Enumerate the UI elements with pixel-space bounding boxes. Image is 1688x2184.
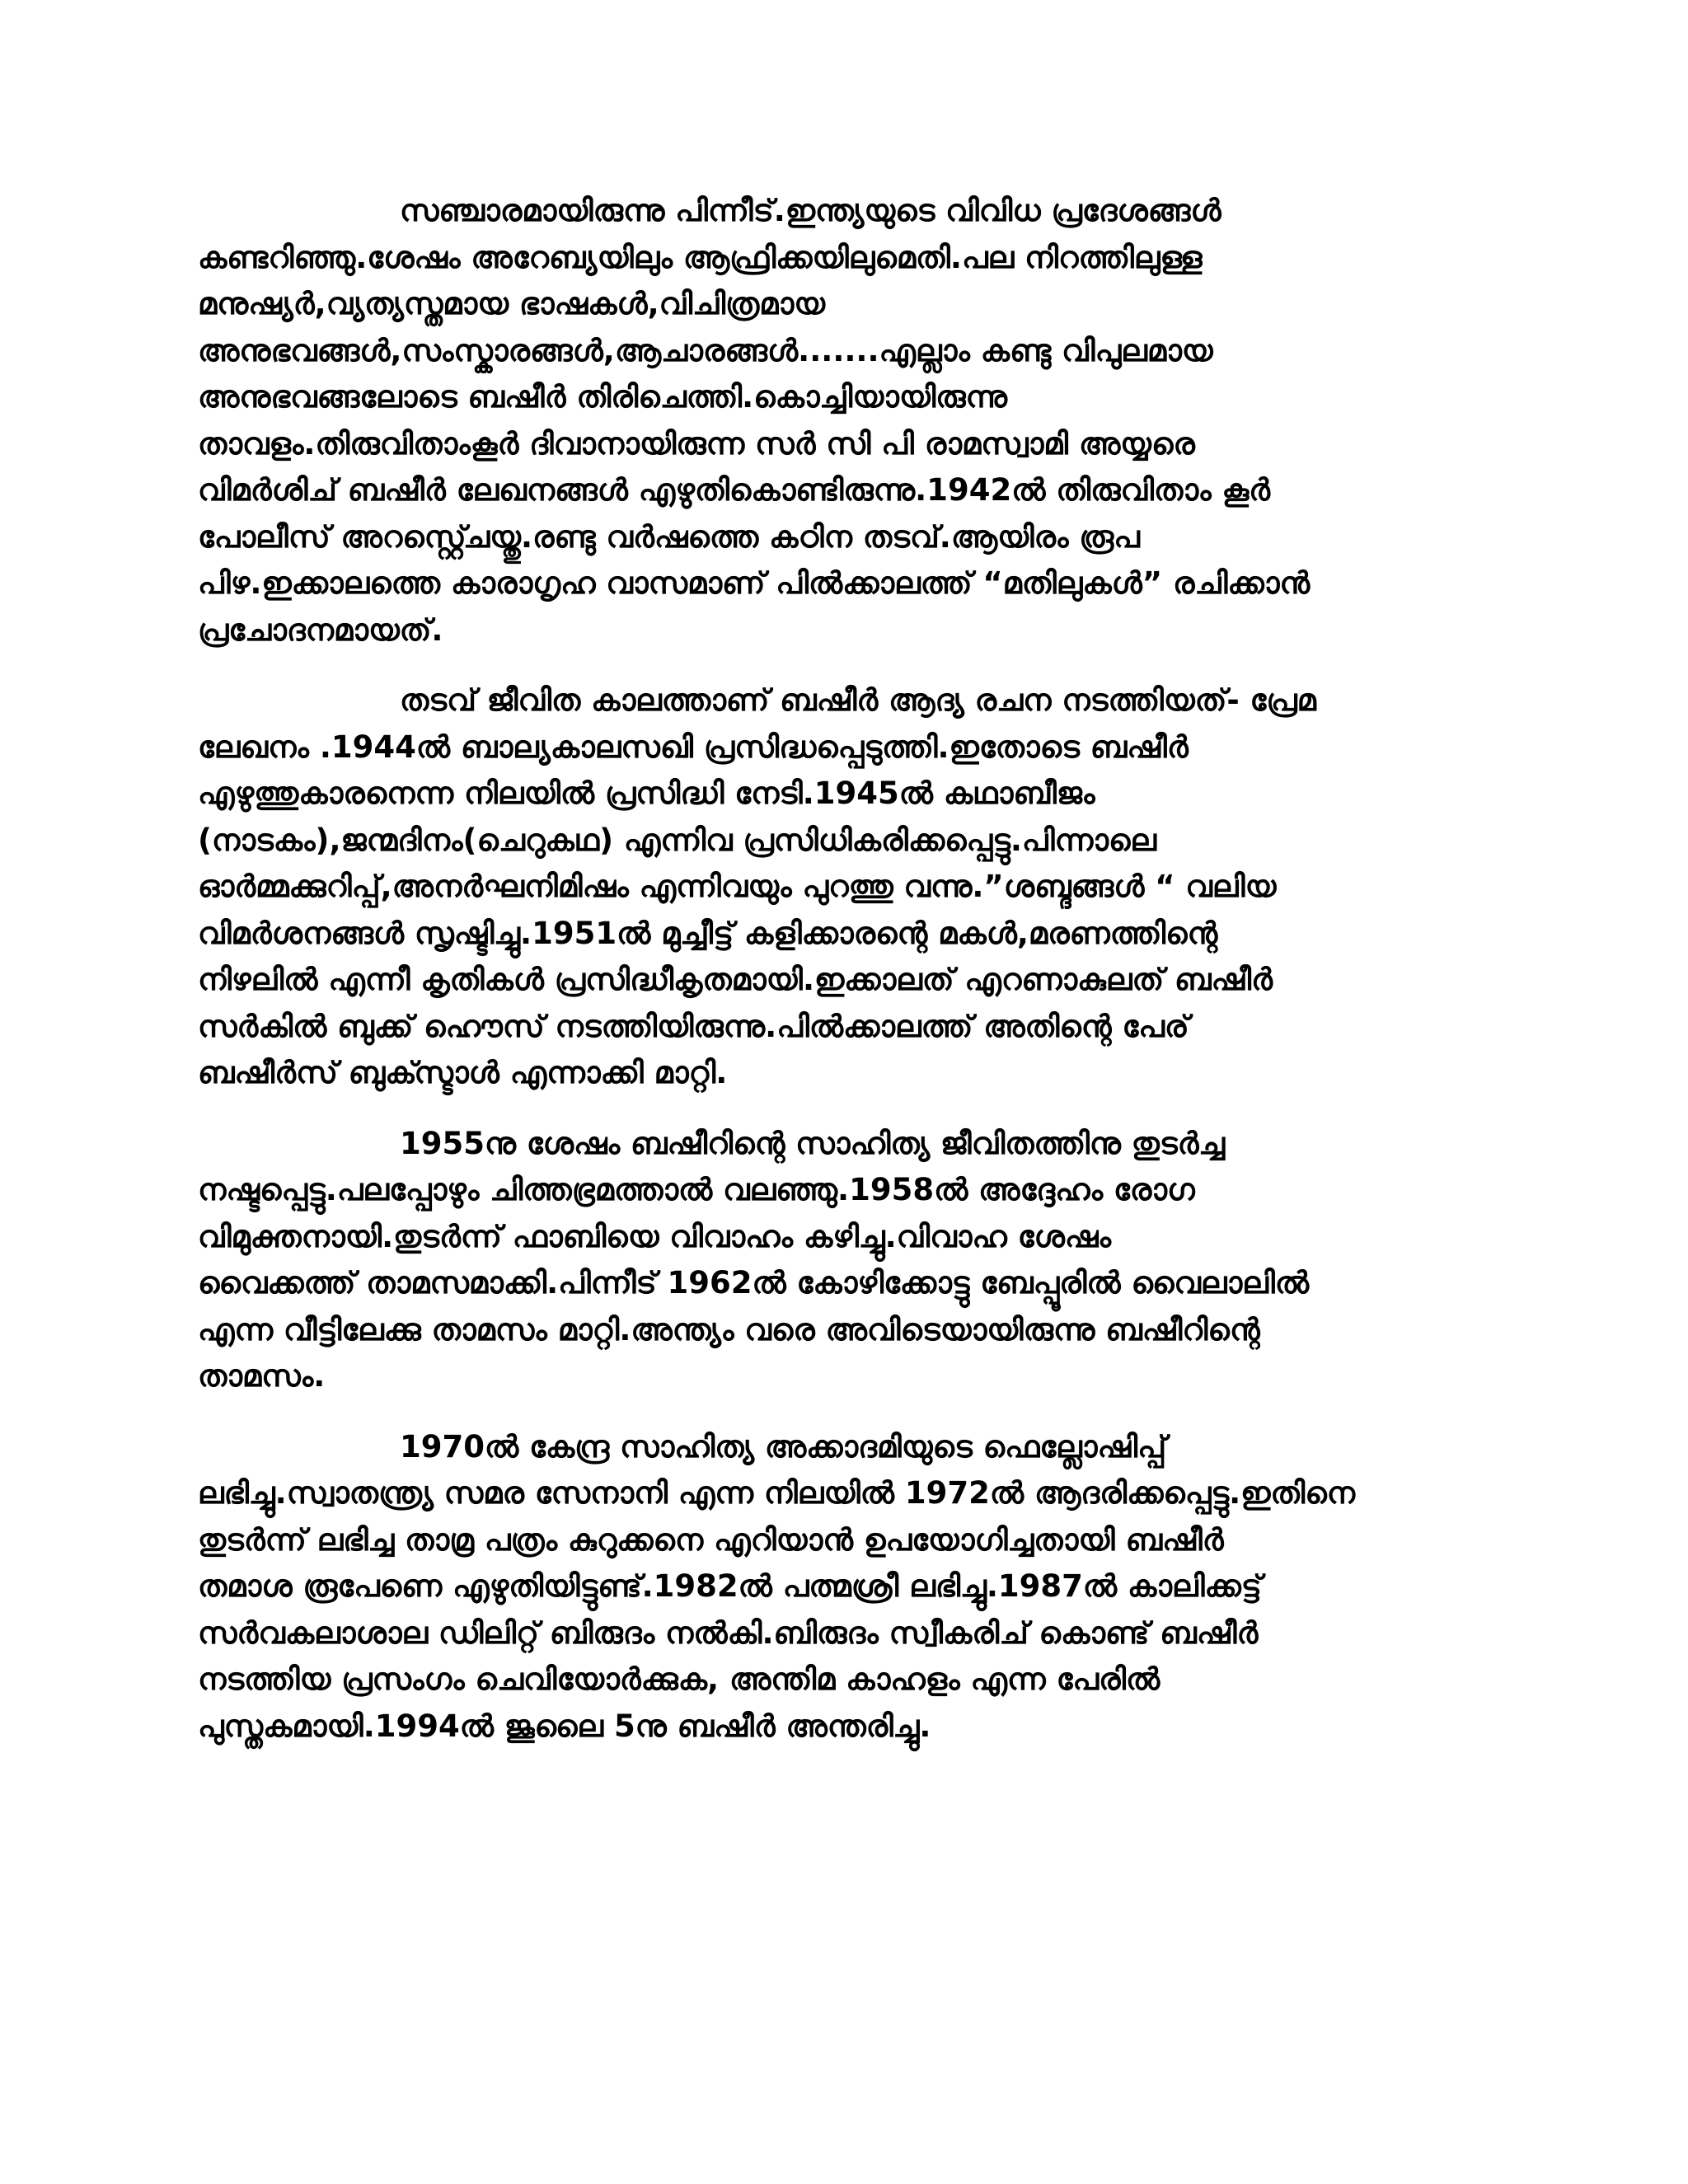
paragraph-line: തമാശ രൂപേണെ എഴുതിയിട്ടുണ്ട്.1982ൽ പത്മശ്രീ ലഭിച്ചു.1987ൽ കാലിക്കട്ട് [198, 1568, 1262, 1604]
paragraph-line: 1970ൽ കേന്ദ്ര സാഹിത്യ അക്കാദമിയുടെ ഫെല്ലോഷിപ്പ് [400, 1428, 1167, 1465]
paragraph-line: (നാടകം),ജന്മദിനം(ചെറുകഥ) എന്നിവ പ്രസിധികരിക്കപ്പെട്ടു.പിന്നാലെ [198, 822, 1157, 858]
paragraph-line: പുസ്തകമായി.1994ൽ ജൂലൈ 5നു ബഷീർ അന്തരിച്ചു. [198, 1708, 931, 1744]
paragraph-1 [198, 188, 1500, 654]
paragraph-line: നിഴലിൽ എന്നീ കൃതികൾ പ്രസിദ്ധീകൃതമായി.ഇക്കാലത് എറണാകുലത് ബഷീർ [198, 962, 1273, 997]
paragraph-line: സർകിൽ ബുക്ക് ഹൌസ് നടത്തിയിരുന്നു.പിൽക്കാലത്ത് അതിന്റെ പേര് [198, 1008, 1189, 1044]
paragraph-line: നഷ്ടപ്പെട്ടു.പലപ്പോഴും ചിത്തഭ്രമത്താൽ വലഞ്ഞു.1958ൽ അദ്ദേഹം രോഗ [198, 1172, 1195, 1207]
paragraph-line: പിഴ.ഇക്കാലത്തെ കാരാഗൃഹ വാസമാണ് പിൽക്കാലത്ത് “മതിലുകൾ” രചിക്കാൻ [198, 565, 1311, 601]
paragraph-line: അനുഭവങ്ങലോടെ ബഷീർ തിരിചെത്തി.കൊച്ചിയായിരുന്നു [198, 379, 1007, 415]
paragraph-line: വിമർശിച് ബഷീർ ലേഖനങ്ങൾ എഴുതികൊണ്ടിരുന്നു.1942ൽ തിരുവിതാം കൂർ [198, 472, 1271, 508]
paragraph-2 [198, 677, 1500, 1097]
paragraph-line: തടവ് ജീവിത കാലത്താണ് ബഷീർ ആദ്യ രചന നടത്തിയത്- പ്രേമ [400, 682, 1316, 718]
paragraph-line: ലേഖനം .1944ൽ ബാല്യകാലസഖി പ്രസിദ്ധപ്പെടുത്തി.ഇതോടെ ബഷീർ [198, 729, 1189, 765]
paragraph-line: പോലീസ് അറസ്റ്റ്ചെയ്തു.രണ്ടു വർഷത്തെ കഠിന തടവ്.ആയിരം രൂപ [198, 518, 1140, 555]
document-body [198, 188, 1500, 1750]
paragraph-line: ഓർമ്മക്കുറിപ്പ്,അനർഘനിമിഷം എന്നിവയും പുറത്തു വന്നു.”ശബ്ദങ്ങൾ “ വലിയ [198, 869, 1277, 904]
paragraph-line: സർവകലാശാല ഡിലിറ്റ് ബിരുദം നൽകി.ബിരുദം സ്വീകരിച് കൊണ്ട് ബഷീർ [198, 1615, 1259, 1651]
paragraph-line: താവളം.തിരുവിതാംകൂർ ദിവാനായിരുന്ന സർ സി പി രാമസ്വാമി അയ്യരെ [198, 425, 1195, 462]
paragraph-line: വിമുക്തനായി.തുടർന്ന് ഫാബിയെ വിവാഹം കഴിച്ചു.വിവാഹ ശേഷം [198, 1218, 1111, 1254]
paragraph-line: പ്രചോദനമായത്. [198, 612, 443, 648]
paragraph-line: നടത്തിയ പ്രസംഗം ചെവിയോർക്കുക, അന്തിമ കാഹളം എന്ന പേരിൽ [198, 1661, 1160, 1697]
paragraph-line: ബഷീർസ് ബുക്സ്ടാൾ എന്നാക്കി മാറ്റി. [198, 1055, 728, 1090]
paragraph-line: അനുഭവങ്ങൾ,സംസ്കാരങ്ങൾ,ആചാരങ്ങൾ.......എല്ലാം കണ്ടു വിപുലമായ [198, 332, 1213, 368]
paragraph-line: വൈക്കത്ത് താമസമാക്കി.പിന്നീട് 1962ൽ കോഴിക്കോട്ടു ബേപ്പൂരിൽ വൈലാലിൽ [198, 1265, 1310, 1301]
paragraph-line: മനുഷ്യർ,വ്യത്യസ്തമായ ഭാഷകൾ,വിചിത്രമായ [198, 286, 826, 321]
paragraph-3 [198, 1121, 1500, 1400]
paragraph-line: തുടർന്ന് ലഭിച്ച താമ്ര പത്രം കുറുക്കനെ എറിയാൻ ഉപയോഗിച്ചതായി ബഷീർ [198, 1521, 1224, 1558]
paragraph-line: ലഭിച്ചു.സ്വാതന്ത്ര്യ സമര സേനാനി എന്ന നിലയിൽ 1972ൽ ആദരിക്കപ്പെട്ടു.ഇതിനെ [198, 1475, 1356, 1511]
paragraph-line: വിമർശനങ്ങൾ സൃഷ്ടിച്ചു.1951ൽ മുച്ചീട്ട് കളിക്കാരന്റെ മകൾ,മരണത്തിന്റെ [198, 915, 1218, 951]
paragraph-line: എന്ന വീട്ടിലേക്കു താമസം മാറ്റി.അന്ത്യം വരെ അവിടെയായിരുന്നു ബഷീറിന്റെ [198, 1311, 1260, 1347]
paragraph-line: എഴുത്തുകാരനെന്ന നിലയിൽ പ്രസിദ്ധി നേടി.1945ൽ കഥാബീജം [198, 776, 1095, 811]
paragraph-line: സഞ്ചാരമായിരുന്നു പിന്നീട്.ഇന്ത്യയുടെ വിവിധ പ്രദേശങ്ങൾ [400, 193, 1221, 228]
paragraph-line: കണ്ടറിഞ്ഞു.ശേഷം അറേബ്യയിലും ആഫ്രിക്കയിലുമെതി.പല നിറത്തിലുള്ള [198, 239, 1203, 275]
paragraph-line: താമസം. [198, 1358, 326, 1394]
paragraph-4 [198, 1424, 1500, 1750]
paragraph-line: 1955നു ശേഷം ബഷീറിന്റെ സാഹിത്യ ജീവിതത്തിനു തുടർച്ച [400, 1125, 1226, 1161]
